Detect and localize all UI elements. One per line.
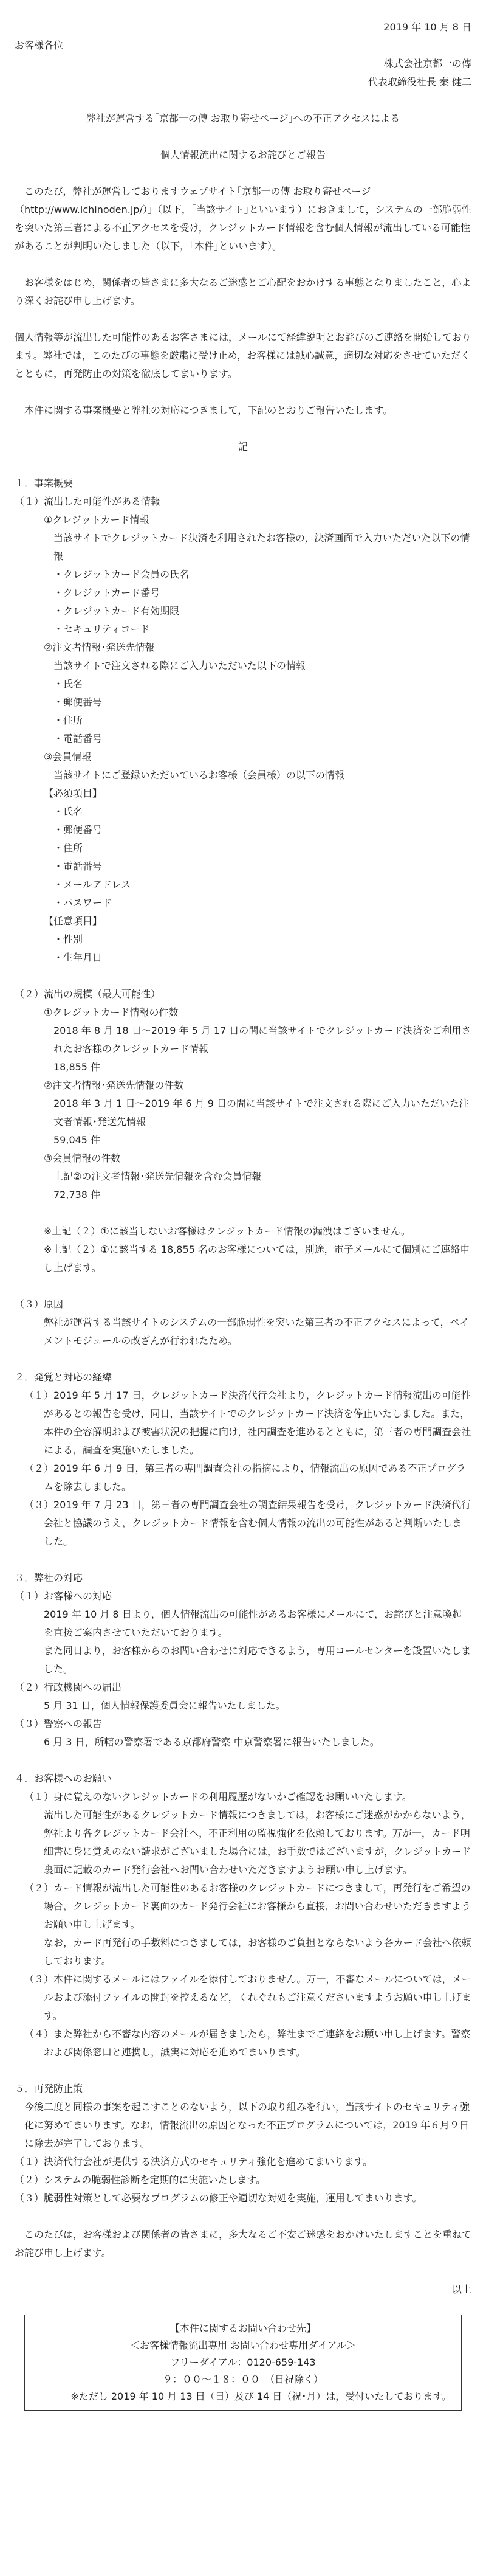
response-agency-desc: 5 月 31 日，個人情報保護委員会に報告いたしました。 [44, 1700, 286, 1711]
section-1-2-heading: （２）流出の規模（最大可能性） [15, 988, 161, 1000]
company-name: 株式会社京都一の傳 [383, 58, 471, 69]
timeline-item-2: （２）2019 年 6 月 9 日，第三者の専門調査会社の指摘により，情報流出の原因である不正プログラムを除去しました。 [24, 1463, 466, 1492]
list-item: ・クレジットカード番号 [53, 587, 160, 598]
closing-end: 以上 [451, 2283, 471, 2295]
response-police-heading: （３）警察への報告 [15, 1718, 103, 1729]
list-item: ・パスワード [53, 897, 112, 909]
list-item: ・郵便番号 [53, 824, 103, 836]
info-order-heading: ②注文者情報･発送先情報 [44, 642, 155, 653]
request-item-2-desc: なお，カード再発行の手数料につきましては，お客様のご負担とならないよう各カード会社へ依頼しております。 [44, 1937, 471, 1967]
scale-order-desc: 2018 年 3 月 1 日〜2019 年 6 月 9 日の間に当該サイトで注文される際にご入力いただいた注文者情報･発送先情報 [53, 1098, 469, 1127]
response-customers-desc-2: また同日より，お客様からのお問い合わせに対応できるよう，専用コールセンターを設置いたしました。 [44, 1645, 471, 1675]
contact-box [24, 2315, 462, 2411]
intro-paragraph-2: お客様をはじめ，関係者の皆さまに多大なるご迷惑とご心配をおかけする事態となりましたこと，心より深くお詫び申し上げます。 [15, 277, 471, 306]
representative: 代表取締役社長 秦 健二 [368, 76, 471, 88]
scale-member-desc: 上記②の注文者情報･発送先情報を含む会員情報 [53, 1171, 262, 1182]
info-member-heading: ③会員情報 [44, 751, 92, 763]
info-card-heading: ①クレジットカード情報 [44, 514, 149, 525]
list-item: ・クレジットカード会員の氏名 [53, 569, 190, 580]
scale-note-1: ※上記（２）①に該当しないお客様はクレジットカード情報の漏洩はございません。 [44, 1225, 411, 1237]
request-item-1-desc: 流出した可能性があるクレジットカード情報につきましては，お客様にご迷惑がかからないよう，弊社より各クレジットカード会社へ，不正利用の監視強化を依頼しております。万が一，カード明細書に身に覚えのない請求がございました場合には，お手数ではございますが，クレジットカード裏面に記載のカード発行会社へお問い合わせいただきますようお願い申し上げます。 [44, 1809, 471, 1875]
prevention-desc: 今後二度と同様の事案を起こすことのないよう，以下の取り組みを行い，当該サイトのセキュリティ強化に努めてまいります。なお，情報流出の原因となった不正プログラムについては，2019 年６月９日に除去が完了しております。 [24, 2101, 470, 2149]
scale-member-heading: ③会員情報の件数 [44, 1152, 121, 1164]
list-item: ・住所 [53, 715, 83, 726]
contact-desk: ＜お客様情報流出専用 お問い合わせ専用ダイアル＞ [130, 2339, 356, 2351]
title-line-1: 弊社が運営する｢京都一の傳 お取り寄せページ｣への不正アクセスによる [86, 113, 400, 124]
list-item: ・郵便番号 [53, 696, 103, 708]
cause-desc: 弊社が運営する当該サイトのシステムの一部脆弱性を突いた第三者の不正アクセスによって，ペイメントモジュールの改ざんが行われたため。 [44, 1317, 470, 1346]
addressee: お客様各位 [15, 40, 64, 51]
scale-card-heading: ①クレジットカード情報の件数 [44, 1006, 179, 1018]
list-item: ・氏名 [53, 678, 83, 690]
scale-member-count: 72,738 件 [53, 1189, 101, 1200]
list-item: ・セキュリティコード [53, 623, 150, 635]
section-4-heading: ４．お客様へのお願い [15, 1773, 112, 1784]
section-1-3-heading: （３）原因 [15, 1298, 64, 1310]
contact-title: 【本件に関するお問い合わせ先】 [169, 2322, 316, 2334]
scale-order-count: 59,045 件 [53, 1134, 101, 1146]
intro-paragraph-1: このたび，弊社が運営しておりますウェブサイト｢京都一の傳 お取り寄せページ（http://www.ichinoden.jp/）｣（以下，｢当該サイト｣といいます）におきまして，システムの一部脆弱性を突いた第三者による不正アクセスを受け，クレジットカード情報を含む個人情報が流出している可能性があることが判明いたしました（以下，｢本件｣といいます）。 [15, 185, 471, 252]
title-line-2: 個人情報流出に関するお詫びとご報告 [160, 149, 326, 161]
intro-paragraph-4: 本件に関する事案概要と弊社の対応につきまして，下記のとおりご報告いたします。 [24, 404, 393, 416]
info-order-desc: 当該サイトで注文される際にご入力いただいた以下の情報 [53, 660, 306, 671]
section-5-heading: ５．再発防止策 [15, 2083, 83, 2094]
request-item-4: （４）また弊社から不審な内容のメールが届きましたら，弊社までご連絡をお願い申し上げます。警察および関係窓口と連携し，誠実に対応を進めてまいります。 [24, 2028, 471, 2058]
list-item: ・クレジットカード有効期限 [53, 605, 180, 617]
contact-phone: フリーダイアル：0120-659-143 [170, 2356, 316, 2368]
timeline-item-3: （３）2019 年 7 月 23 日，第三者の専門調査会社の調査結果報告を受け，クレジットカード決済代行会社と協議のうえ，クレジットカード情報を含む個人情報の流出の可能性があると判断いたしました。 [24, 1499, 471, 1547]
prevention-item: （３）脆弱性対策として必要なプログラムの修正や適切な対処を実施，運用してまいります。 [15, 2192, 422, 2204]
response-police-desc: 6 月 3 日，所轄の警察署である京都府警察 中京警察署に報告いたしました。 [44, 1736, 380, 1748]
request-item-1: （１）身に覚えのないクレジットカードの利用履歴がないかご確認をお願いいたします。 [24, 1791, 412, 1802]
list-item: ・電話番号 [53, 733, 103, 744]
response-customers-desc-1: 2019 年 10 月 8 日より，個人情報流出の可能性があるお客様にメールにて，お詫びと注意喚起を直接ご案内させていただいております。 [44, 1608, 462, 1638]
ki-heading: 記 [238, 441, 248, 452]
request-item-2: （２）カード情報が流出した可能性のあるお客様のクレジットカードにつきまして，再発行をご希望の場合，クレジットカード裏面のカード発行会社にお客様から直接，お問い合わせいただきますようお願い申し上げます。 [24, 1882, 471, 1930]
scale-order-heading: ②注文者情報･発送先情報の件数 [44, 1079, 184, 1091]
contact-hours: ９：００〜１８：００ （日祝除く） [162, 2373, 323, 2385]
prevention-item: （２）システムの脆弱性診断を定期的に実施いたします。 [15, 2174, 266, 2186]
notice-date: 2019 年 10 月 8 日 [383, 21, 471, 33]
timeline-item-1: （１）2019 年 5 月 17 日，クレジットカード決済代行会社より，クレジットカード情報流出の可能性があるとの報告を受け，同日，当該サイトでのクレジットカード決済を停止いたしました。また，本件の全容解明および被害状況の把握に向け，社内調査を進めるとともに，第三者の専門調査会社による，調査を実施いたしました。 [24, 1390, 471, 1456]
closing-paragraph: このたびは，お客様および関係者の皆さまに，多大なるご不安ご迷惑をおかけいたしますことを重ねてお詫び申し上げます。 [15, 2229, 471, 2259]
intro-paragraph-3: 個人情報等が流出した可能性のあるお客さまには，メールにて経緯説明とお詫びのご連絡を開始しております。弊社では，このたびの事態を厳粛に受け止め，お客様には誠心誠意，適切な対応をさせていただくとともに，再発防止の対策を徹底してまいります。 [15, 331, 471, 379]
required-items-label: 【必須項目】 [44, 788, 103, 799]
request-item-3: （３）本件に関するメールにはファイルを添付しておりません。万一，不審なメールについては，メールおよび添付ファイルの開封を控えるなど，くれぐれもご注意くださいますようお願い申し上げます。 [24, 1973, 471, 2021]
section-1-heading: １．事案概要 [15, 477, 74, 489]
info-card-desc: 当該サイトでクレジットカード決済を利用されたお客様の，決済画面で入力いただいた以下の情報 [53, 532, 470, 562]
info-member-desc: 当該サイトにご登録いただいているお客様（会員様）の以下の情報 [53, 769, 344, 781]
list-item: ・メールアドレス [53, 879, 131, 890]
list-item: ・性別 [53, 933, 83, 945]
list-item: ・電話番号 [53, 860, 103, 872]
list-item: ・氏名 [53, 806, 83, 817]
list-item: ・生年月日 [53, 952, 103, 963]
section-2-heading: ２．発覚と対応の経緯 [15, 1371, 112, 1383]
prevention-item: （１）決済代行会社が提供する決済方式のセキュリティ強化を進めてまいります。 [15, 2156, 373, 2167]
section-1-1-heading: （１）流出した可能性がある情報 [15, 496, 161, 507]
scale-card-count: 18,855 件 [53, 1061, 101, 1073]
section-3-heading: ３．弊社の対応 [15, 1572, 83, 1584]
contact-note: ※ただし 2019 年 10 月 13 日（日）及び 14 日（祝･月）は，受付いたしております。 [70, 2391, 451, 2402]
scale-note-2: ※上記（２）①に該当する 18,855 名のお客様については，別途，電子メールにて個別にご連絡申し上げます。 [44, 1244, 470, 1273]
response-agency-heading: （２）行政機関への届出 [15, 1681, 122, 1693]
response-customers-heading: （１）お客様への対応 [15, 1590, 112, 1602]
scale-card-desc: 2018 年 8 月 18 日〜2019 年 5 月 17 日の間に当該サイトでクレジットカード決済をご利用されたお客様のクレジットカード情報 [53, 1025, 471, 1054]
optional-items-label: 【任意項目】 [44, 915, 103, 927]
list-item: ・住所 [53, 842, 83, 854]
